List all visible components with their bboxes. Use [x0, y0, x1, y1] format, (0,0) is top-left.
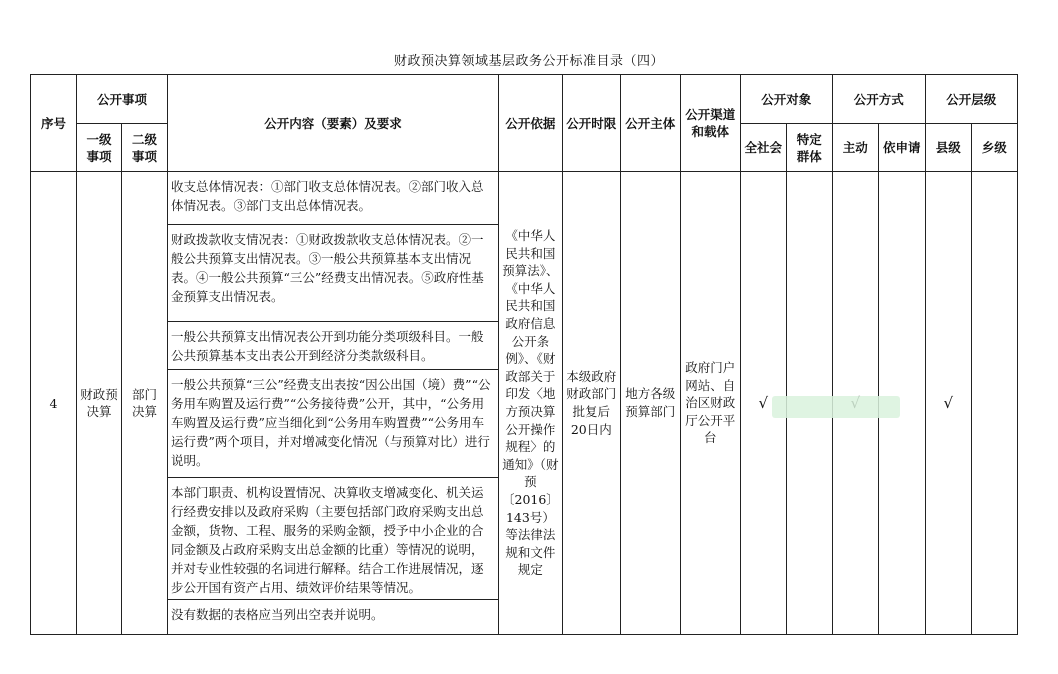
header-township: 乡级: [971, 124, 1017, 172]
header-level2: 二级 事项: [122, 124, 168, 172]
check-whole-society: √: [740, 172, 786, 635]
header-channel: 公开渠道 和载体: [680, 75, 740, 172]
header-items: 公开事项: [77, 75, 168, 124]
highlight-overlay: [772, 396, 900, 418]
header-subject: 公开主体: [620, 75, 680, 172]
row-channel: 政府门户网站、自治区财政厅公开平台: [680, 172, 740, 635]
row-level2: 部门 决算: [122, 172, 168, 635]
content-item: 一般公共预算支出情况表公开到功能分类项级科目。一般公共预算基本支出表公开到经济分类款级科目。: [168, 322, 498, 370]
header-time: 公开时限: [562, 75, 620, 172]
row-content: [168, 172, 499, 635]
content-item: 财政拨款收支情况表：①财政拨款收支总体情况表。②一般公共预算支出情况表。③一般公共预算基本支出情况表。④一般公共预算“三公”经费支出情况表。⑤政府性基金预算支出情况表。: [168, 225, 498, 322]
row-seq: 4: [31, 172, 77, 635]
document-title: 财政预决算领域基层政务公开标准目录（四）: [393, 54, 664, 69]
check-county: √: [925, 172, 971, 635]
check-township: [971, 172, 1017, 635]
content-item: 没有数据的表格应当列出空表并说明。: [171, 607, 384, 622]
row-time: 本级政府财政部门批复后20日内: [562, 172, 620, 635]
header-level: 公开层级: [925, 75, 1017, 124]
header-basis: 公开依据: [499, 75, 563, 172]
header-content: 公开内容（要素）及要求: [168, 75, 499, 172]
header-target: 公开对象: [740, 75, 832, 124]
row-basis: 《中华人民共和国预算法》、《中华人民共和国政府信息公开条例》、《财政部关于印发〈地方预决算公开操作规程〉的通知》（财预〔2016〕143号）等法律法规和文件规定: [499, 172, 563, 635]
header-county: 县级: [925, 124, 971, 172]
header-level1: 一级 事项: [77, 124, 122, 172]
header-seq: 序号: [31, 75, 77, 172]
header-whole-society: 全社会: [740, 124, 786, 172]
content-item: 收支总体情况表：①部门收支总体情况表。②部门收入总体情况表。③部门支出总体情况表。: [168, 172, 498, 225]
row-level1: 财政预 决算: [77, 172, 122, 635]
content-item: 本部门职责、机构设置情况、决算收支增减变化、机关运行经费安排以及政府采购（主要包括部门政府采购支出总金额，货物、工程、服务的采购金额，授予中小企业的合同金额及占政府采购支出总金额的比重）等情况的说明，并对专业性较强的名词进行解释。结合工作进展情况，逐步公开国有资产占用、绩效评价结果等情况。: [168, 478, 498, 600]
header-method: 公开方式: [832, 75, 925, 124]
header-specific-group: 特定 群体: [786, 124, 832, 172]
catalog-table: [30, 74, 1018, 635]
row-subject: 地方各级预算部门: [620, 172, 680, 635]
header-active: 主动: [832, 124, 878, 172]
content-item: 一般公共预算“三公”经费支出表按“因公出国（境）费”“公务用车购置及运行费”“公务接待费”公开，其中，“公务用车购置及运行费”应当细化到“公务用车购置费”“公务用车运行费”两个项目，并对增减变化情况（与预算对比）进行说明。: [168, 370, 498, 478]
header-on-request: 依申请: [878, 124, 925, 172]
